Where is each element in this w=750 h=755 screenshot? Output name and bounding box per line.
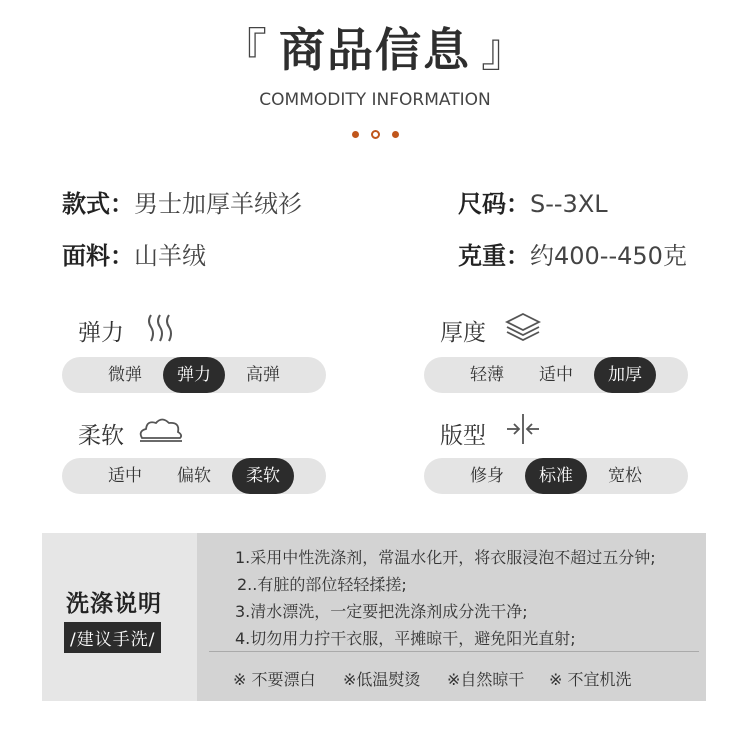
washing-title: 洗涤说明	[66, 591, 162, 617]
washing-note: ※低温熨烫	[343, 670, 421, 689]
softness-label: 柔软	[78, 423, 124, 449]
fit-arrows-icon	[505, 412, 541, 446]
thickness-option-thin[interactable]: 轻薄	[470, 365, 504, 385]
fabric-value: 山羊绒	[134, 242, 206, 270]
info-style	[62, 184, 302, 219]
elasticity-option-high[interactable]: 高弹	[246, 365, 280, 385]
thickness-selector	[424, 357, 688, 393]
dot-icon	[352, 131, 359, 138]
dot-icon	[392, 131, 399, 138]
softness-option-soft[interactable]: 偏软	[177, 466, 211, 486]
washing-step: 2..有脏的部位轻轻揉搓;	[237, 575, 407, 594]
style-value: 男士加厚羊绒衫	[134, 190, 302, 218]
info-fabric	[62, 236, 206, 271]
washing-step: 4.切勿用力拧干衣服，平摊晾干，避免阳光直射;	[235, 629, 576, 648]
size-label: 尺码：	[458, 190, 530, 218]
info-size	[458, 184, 608, 219]
fit-option-loose[interactable]: 宽松	[608, 466, 642, 486]
style-label: 款式：	[62, 190, 134, 218]
thickness-option-selected[interactable]: 加厚	[594, 357, 656, 393]
page-subtitle: COMMODITY INFORMATION	[259, 90, 491, 110]
elasticity-option-selected[interactable]: 弹力	[163, 357, 225, 393]
page-title-text: 商品信息	[279, 23, 471, 77]
fit-label: 版型	[440, 423, 486, 449]
page-header	[0, 18, 750, 82]
weight-value: 约400--450克	[530, 242, 687, 270]
size-value: S--3XL	[530, 190, 608, 218]
washing-step: 3.清水漂洗，一定要把洗涤剂成分洗干净;	[235, 602, 528, 621]
elastic-wave-icon	[146, 312, 176, 344]
fabric-label: 面料：	[62, 242, 134, 270]
washing-note: ※ 不要漂白	[233, 670, 316, 689]
hollow-dot-icon	[371, 130, 380, 139]
elasticity-option-weak[interactable]: 微弹	[108, 365, 142, 385]
washing-step: 1.采用中性洗涤剂，常温水化开，将衣服浸泡不超过五分钟;	[235, 548, 656, 567]
weight-label: 克重：	[458, 242, 530, 270]
washing-note: ※ 不宜机洗	[549, 670, 632, 689]
softness-selector	[62, 458, 326, 494]
fit-option-selected[interactable]: 标准	[525, 458, 587, 494]
fit-selector	[424, 458, 688, 494]
cloud-icon	[138, 414, 184, 444]
washing-steps-block	[197, 533, 706, 701]
decorative-dots	[0, 124, 750, 143]
washing-panel	[42, 533, 706, 701]
fit-option-slim[interactable]: 修身	[470, 466, 504, 486]
elasticity-selector	[62, 357, 326, 393]
layers-icon	[505, 312, 541, 342]
washing-divider	[209, 651, 699, 652]
bracket-left: 『	[221, 23, 269, 77]
washing-subtitle: /建议手洗/	[64, 622, 161, 653]
info-weight	[458, 236, 687, 271]
bracket-right: 』	[481, 23, 529, 77]
elasticity-label: 弹力	[78, 320, 124, 346]
washing-title-block	[42, 533, 197, 701]
thickness-option-medium[interactable]: 适中	[539, 365, 573, 385]
page-title	[0, 18, 750, 82]
thickness-label: 厚度	[440, 320, 486, 346]
washing-note: ※自然晾干	[447, 670, 525, 689]
softness-option-medium[interactable]: 适中	[108, 466, 142, 486]
softness-option-selected[interactable]: 柔软	[232, 458, 294, 494]
